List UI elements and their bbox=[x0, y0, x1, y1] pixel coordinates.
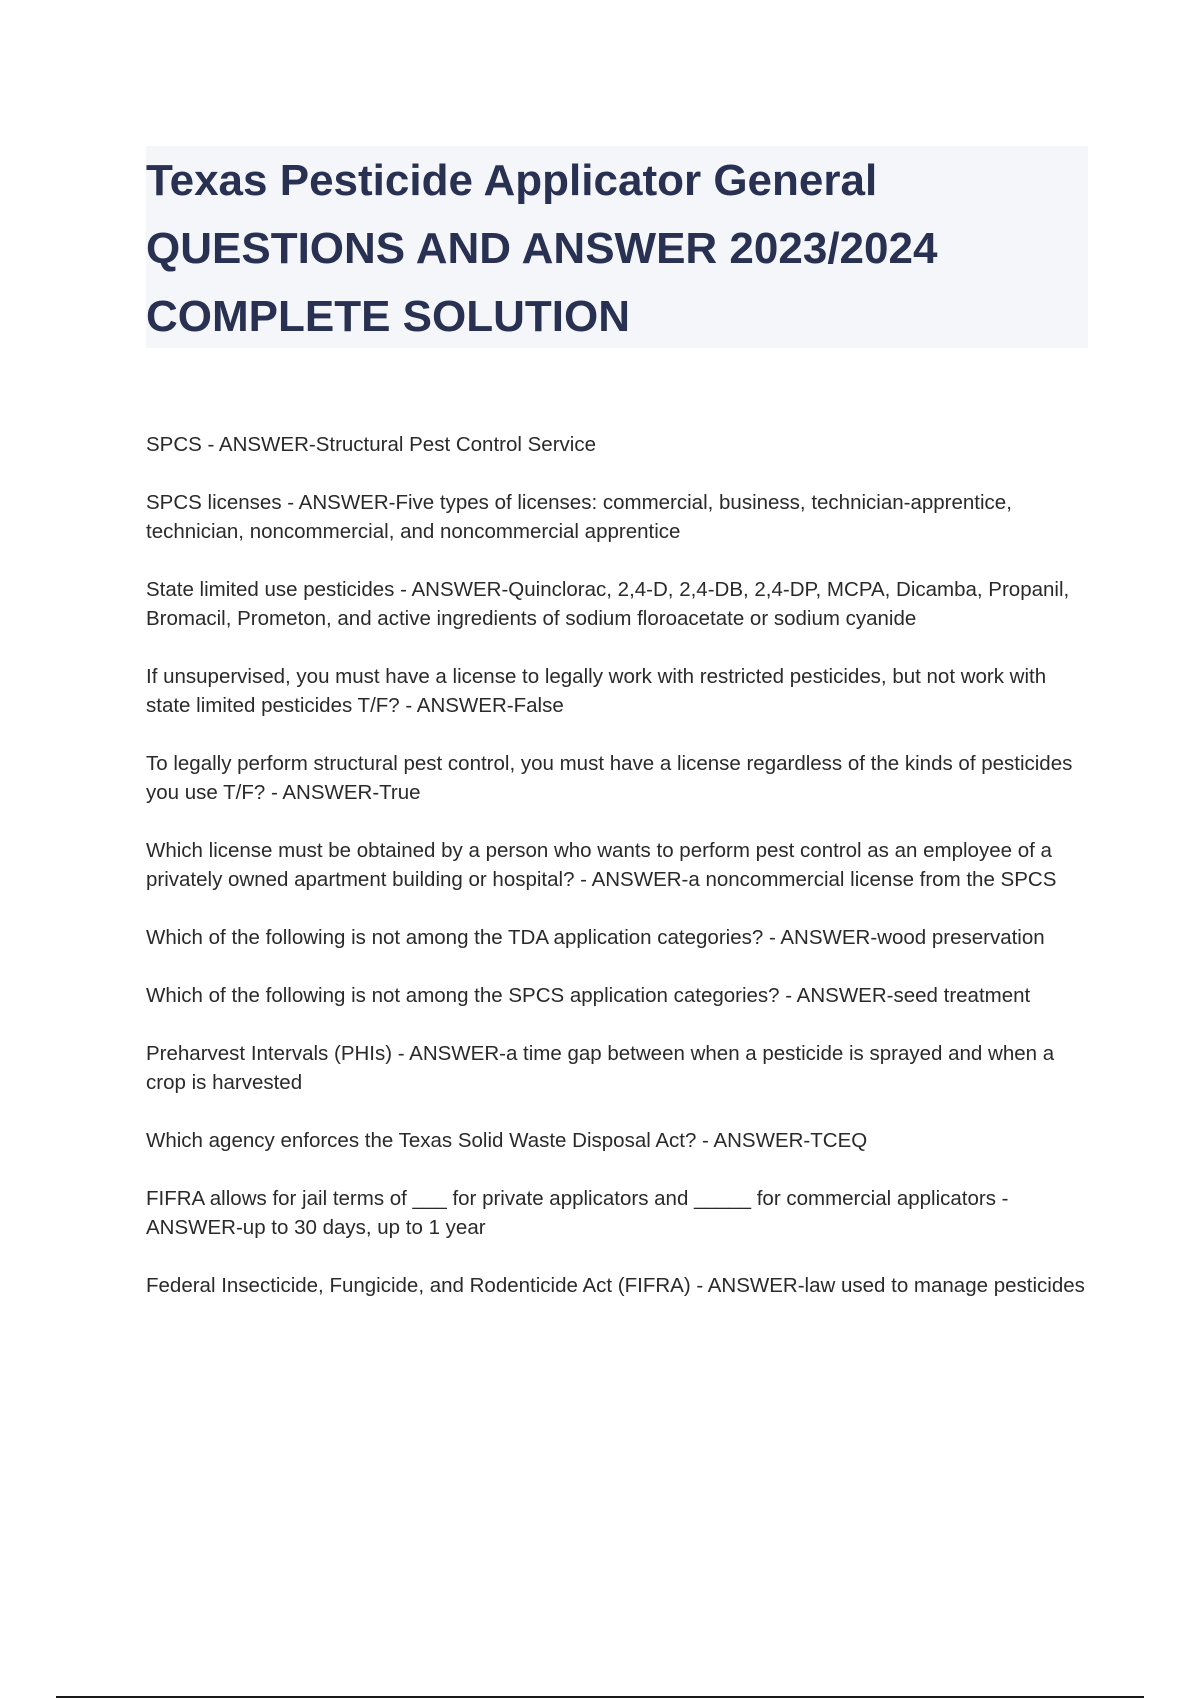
document-title-line-3: COMPLETE SOLUTION bbox=[146, 292, 630, 341]
qa-item: Which agency enforces the Texas Solid Waste Disposal Act? - ANSWER-TCEQ bbox=[146, 1129, 868, 1152]
qa-item: Preharvest Intervals (PHIs) - ANSWER-a time gap between when a pesticide is sprayed and when a crop is harvested bbox=[146, 1042, 1055, 1094]
document-title-block bbox=[146, 146, 1088, 348]
qa-item: Which license must be obtained by a person who wants to perform pest control as an employee of a privately owned apartment building or hospital? - ANSWER-a noncommercial license from the SPCS bbox=[146, 839, 1057, 891]
document-title-line-1: Texas Pesticide Applicator General bbox=[146, 156, 878, 205]
document-title-line-2: QUESTIONS AND ANSWER 2023/2024 bbox=[146, 224, 938, 273]
qa-item: To legally perform structural pest control, you must have a license regardless of the kinds of pesticides you use T/F? - ANSWER-True bbox=[146, 752, 1073, 804]
qa-item: Which of the following is not among the TDA application categories? - ANSWER-wood preservation bbox=[146, 926, 1045, 949]
qa-item: Federal Insecticide, Fungicide, and Rodenticide Act (FIFRA) - ANSWER-law used to manage pesticides bbox=[146, 1274, 1085, 1297]
footer-divider bbox=[56, 1696, 1144, 1698]
qa-item: FIFRA allows for jail terms of ___ for private applicators and _____ for commercial applicators - ANSWER-up to 30 days, up to 1 year bbox=[146, 1187, 1009, 1239]
qa-item: SPCS - ANSWER-Structural Pest Control Service bbox=[146, 433, 596, 456]
qa-item: State limited use pesticides - ANSWER-Quinclorac, 2,4-D, 2,4-DB, 2,4-DP, MCPA, Dicamba, Propanil, Bromacil, Prometon, and active ingredients of sodium floroacetate or sodium cyanide bbox=[146, 578, 1070, 630]
qa-item: SPCS licenses - ANSWER-Five types of licenses: commercial, business, technician-apprentice, technician, noncommercial, and noncommercial apprentice bbox=[146, 491, 1012, 543]
qa-item: If unsupervised, you must have a license to legally work with restricted pesticides, but not work with state limited pesticides T/F? - ANSWER-False bbox=[146, 665, 1047, 717]
qa-list bbox=[146, 430, 1096, 1329]
qa-item: Which of the following is not among the SPCS application categories? - ANSWER-seed treatment bbox=[146, 984, 1031, 1007]
